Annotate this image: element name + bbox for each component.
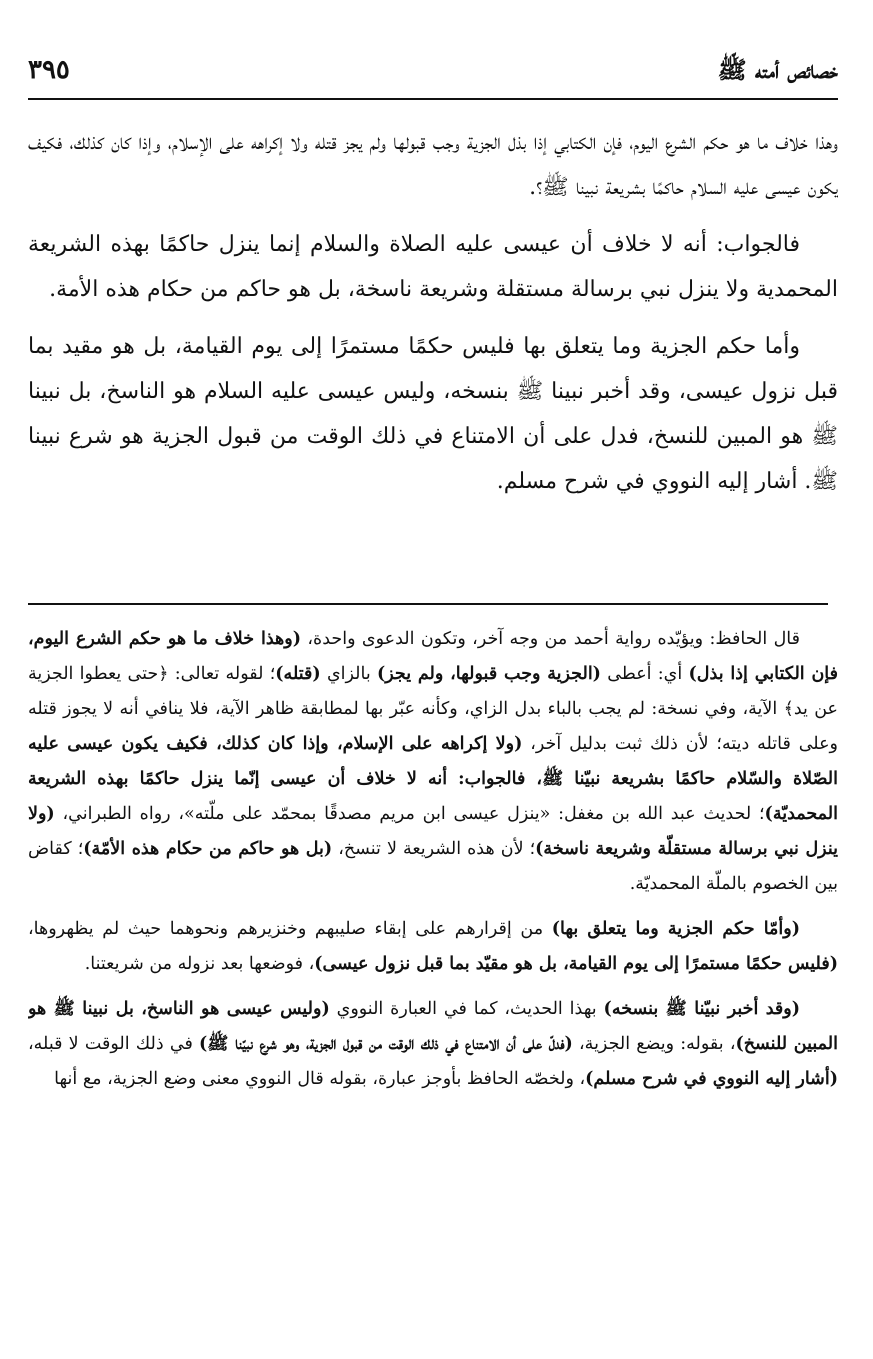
page-header (28, 48, 838, 100)
commentary-text: ، فوضعها بعد نزوله من شريعتنا. (84, 954, 315, 974)
quoted-matn: (وأمّا حكم الجزية وما يتعلق بها) (551, 919, 800, 939)
commentary-text: ؛ لقوله تعالى: ﴿حتى يعطوا الجزية عن يد﴾ الآية، وفي نسخة: لم يجب بالباء بدل الزاي، وكأنه عبّر بها لمطابقة ظاهر الآية، فلا ينافي أنه لا يجوز قتله وعلى قاتله ديته؛ لأن ذلك ثبت بدليل آخر، (28, 664, 838, 754)
main-paragraph-3: وأما حكم الجزية وما يتعلق بها فليس حكمًا مستمرًا إلى يوم القيامة، بل هو مقيد بما قبل نزول عيسى، وقد أخبر نبينا ﷺ بنسخه، وليس عيسى عليه السلام هو الناسخ، بل نبينا ﷺ هو المبين للنسخ، فدل على أن الامتناع في ذلك الوقت من قبول الجزية هو شرع نبينا ﷺ. أشار إليه النووي في شرح مسلم. (28, 334, 838, 494)
commentary-text: في ذلك الوقت لا قبله، (28, 1034, 200, 1054)
commentary-text: ؛ لأن هذه الشريعة لا تنسخ، (332, 839, 536, 859)
footnote-divider (28, 603, 828, 605)
commentary-section (28, 622, 838, 1342)
main-paragraph-1: وهذا خلاف ما هو حكم الشرع اليوم، فإن الكتابي إذا بذل الجزية وجب قبولها ولم يجز قتله ولا إكراهه على الإسلام، وإذا كان كذلك، فكيف يكون عيسى عليه السلام حاكمًا بشريعة نبينا ﷺ؟. (28, 130, 838, 200)
quoted-matn: (بل هو حاكم من حكام هذه الأمّة) (83, 839, 333, 859)
main-paragraph-2: فالجواب: أنه لا خلاف أن عيسى عليه الصلاة والسلام إنما ينزل حاكمًا بهذه الشريعة المحمدية ولا ينزل نبي برسالة مستقلة وشريعة ناسخة، بل هو حاكم من حكام هذه الأمة. (28, 232, 838, 302)
quoted-matn: (قتله) (275, 664, 321, 684)
commentary-paragraph-1 (28, 622, 838, 902)
quoted-matn: (وقد أخبر نبيّنا ﷺ بنسخه) (603, 999, 801, 1019)
commentary-paragraph-2 (28, 912, 838, 982)
quoted-matn: (وهذا خلاف ما هو حكم الشرع اليوم، فإن الكتابي إذا بذل) (28, 629, 838, 684)
main-text (28, 120, 838, 585)
quoted-matn: (ولا ينزل نبي برسالة مستقلّة وشريعة ناسخة) (28, 804, 838, 859)
commentary-text: بالزاي (320, 664, 377, 684)
commentary-text: من إقرارهم على إبقاء صليبهم وخنزيرهم ونحوهما حيث لم يظهروها، (28, 919, 552, 939)
running-title: خصائص أمته ﷺ (717, 55, 838, 84)
commentary-text: ، بقوله: ويضع الجزية، (572, 1034, 736, 1054)
commentary-text: أي: أعطى (600, 664, 689, 684)
quoted-matn: (وليس عيسى هو الناسخ، بل نبينا ﷺ هو المبين للنسخ) (28, 999, 838, 1054)
quoted-matn: (فدلّ على أن الامتناع في ذلك الوقت من قبول الجزية، وهو شرع نبيّنا ﷺ) (199, 1034, 573, 1054)
commentary-text: قال الحافظ: ويؤيّده رواية أحمد من وجه آخر، وتكون الدعوى واحدة، (301, 629, 800, 649)
commentary-text: ؛ لحديث عبد الله بن مغفل: «ينزل عيسى ابن مريم مصدقًا بمحمّد على ملّته»، رواه الطبراني، (54, 804, 765, 824)
page-number: ٣٩٥ (28, 55, 70, 85)
commentary-text: بهذا الحديث، كما في العبارة النووي (329, 999, 604, 1019)
quoted-matn: (ولا إكراهه على الإسلام، وإذا كان كذلك، فكيف يكون عيسى عليه الصّلاة والسّلام حاكمًا بشريعة نبيّنا ﷺ، فالجواب: أنه لا خلاف أن عيسى إنّما ينزل حاكمًا بهذه الشريعة المحمديّة) (28, 734, 838, 824)
commentary-paragraph-3 (28, 992, 838, 1097)
quoted-matn: (فليس حكمًا مستمرًا إلى يوم القيامة، بل هو مقيّد بما قبل نزول عيسى) (314, 954, 838, 974)
commentary-text: ، ولخصّه الحافظ بأوجز عبارة، بقوله قال النووي معنى وضع الجزية، مع أنها (54, 1069, 586, 1089)
quoted-matn: (أشار إليه النووي في شرح مسلم) (585, 1069, 838, 1089)
quoted-matn: (الجزية وجب قبولها، ولم يجز) (376, 664, 601, 684)
commentary-text: ؛ كقاض بين الخصوم بالملّة المحمديّة. (28, 839, 838, 894)
